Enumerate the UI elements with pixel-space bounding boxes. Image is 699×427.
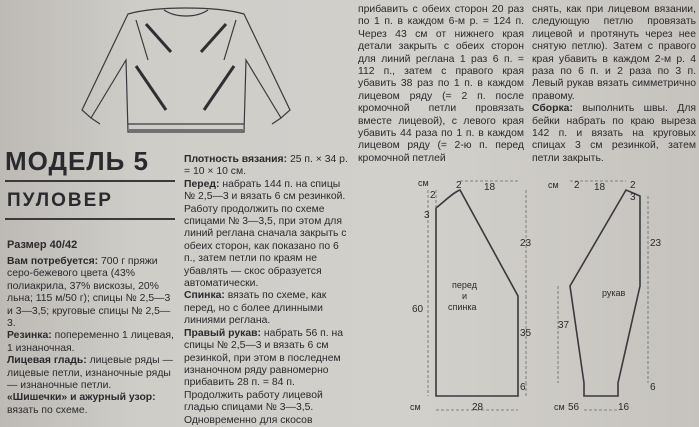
dim-sleeve-bottom: 16 [618,402,630,413]
needed-label: Вам потребуется: [7,256,99,267]
title-divider [5,180,175,182]
dim-front-height: 60 [412,304,424,315]
dim-sleeve-top-width: 18 [594,182,606,193]
sleeve-pattern [544,178,694,427]
unit-front-bottom: см [410,402,421,412]
sweater-sketch [76,0,296,142]
front-back-pattern [408,178,538,427]
stockinette-text: лицевые ряды — лицевые петли, изнаночные ряды — изнаночные петли. [7,355,173,392]
subtitle-divider [5,218,175,220]
column-instructions-2 [358,4,524,165]
model-title: МОДЕЛЬ 5 [5,146,150,176]
back-text: вязать по схеме, как перед, но с более длинными линиями реглана. [184,290,327,327]
dim-sleeve-length: 37 [558,320,570,331]
dim-sleeve-rib: 6 [650,382,656,393]
col3-text: прибавить с обеих сторон 20 раз по 1 п. в каждом 6-м р. = 124 п. Через 43 см от нижнего края детали закрыть с обеих сторон для линий реглана 1 раз 6 п. = 112 п., затем с правого края убавить 38 раз по 1 п. в каждом лицевом ряду (= 2 п. после кромочной петли провязать вместе лицевой), с левого края убавить 44 раза по 1 п. в каждом лицевом ряду (= 2-ю п. перед кромочной петлей [358,4,524,164]
col4-text: снять, как при лицевом вязании, следующую петлю провязать лицевой и протянуть через нее снятую петлю). Затем с правого края убавить в каждом 2-м р. 4 раза по 6 п. и 2 раза по 3 п. Левый рукав вязать симметрично правому. [532,4,696,102]
front-label-2: и [462,291,468,301]
dim-front-raglan: 23 [520,238,532,249]
dim-sleeve-raglan: 23 [650,238,662,249]
column-instructions-1 [184,154,350,427]
unit-sleeve-bottom: см [554,402,565,412]
assembly-label: Сборка: [532,103,573,115]
dim-sleeve-opening: 56 [568,402,580,413]
assembly-text: выполнить швы. Для бейки набрать по краю выреза 142 п. и вязать на круговых спицах 3 см резинкой, затем петли закрыть. [532,103,697,164]
back-label: Спинка: [184,290,225,302]
rib-label: Резинка: [7,330,52,342]
model-subtitle: ПУЛОВЕР [7,190,113,211]
density-text: 25 п. × 34 р. = 10 × 10 см. [184,154,348,178]
sleeve-text: набрать 56 п. на спицы № 2,5—3 и вязать 6 см резинкой, при этом в последнем изнаночном ряду равномерно прибавить 28 п. = 84 п. Продолжить работу лицевой гладью спицами № 3—3,5. Одновременно для скосов [184,327,344,426]
bobbles-text: вязать по схеме. [7,404,88,416]
front-text: набрать 144 п. на спицы № 2,5—3 и вязать 6 см резинкой. Работу продолжить по схеме спицами № 3—3,5, при этом для линий реглана сначала закрыть с обеих сторон, как показано по 6 п., затем петли по краям не убавлять — скос образуется автоматически. [184,178,347,290]
dim-front-top-small: 2 [456,180,462,191]
dim-front-bottom: 28 [472,402,484,413]
front-outline [436,190,518,396]
dim-sleeve-top-small: 2 [574,180,580,191]
front-label-1: перед [452,280,477,290]
dim-sleeve-small1: 2 [630,180,636,191]
sleeve-label: рукав [602,288,626,298]
bobbles-label: «Шишечки» и ажурный узор: [7,392,156,404]
unit-sleeve-top: см [548,180,559,190]
front-label: Перед: [184,178,220,190]
dim-sleeve-small2: 3 [630,192,636,203]
dim-front-small2: 3 [424,210,430,221]
dim-front-rib: 6 [520,382,526,393]
dim-front-side: 35 [520,328,532,339]
dim-front-top-width: 18 [484,182,496,193]
column-materials [7,256,175,417]
density-label: Плотность вязания: [184,154,288,165]
column-instructions-3 [532,4,696,165]
sleeve-label: Правый рукав: [184,327,261,339]
size-line: Размер 40/42 [7,239,78,251]
front-label-3: спинка [448,302,477,312]
dim-front-small1: 2 [430,190,436,201]
needed-text: 700 г пряжи серо-бежевого цвета (43% полиакрила, 37% вискозы, 20% льна; 115 м/50 г); спицы № 2,5—3 и 3—3,5; круговые спицы № 2,5—3. [7,256,171,330]
unit-front-top: см [418,178,429,188]
stockinette-label: Лицевая гладь: [7,355,87,367]
rib-text: попеременно 1 лицевая, 1 изнаночная. [7,330,174,354]
